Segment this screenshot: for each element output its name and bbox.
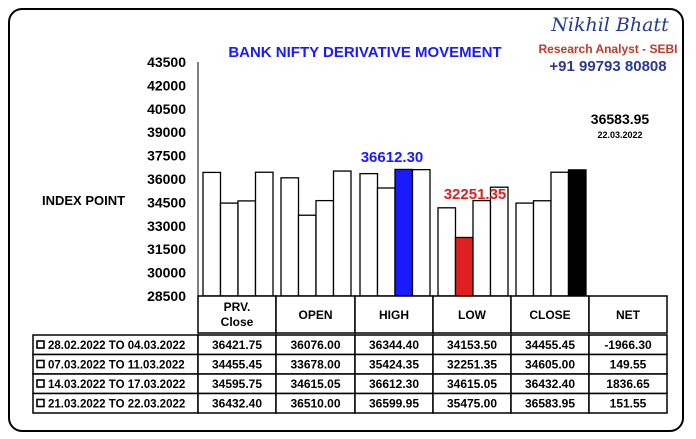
- bar-low-3: [491, 187, 509, 296]
- highlight-value-close: 36583.95: [590, 111, 650, 127]
- table-value: 36583.95: [524, 396, 576, 411]
- table-value: 36510.00: [290, 396, 341, 411]
- bar-close-3: [569, 170, 587, 296]
- bar-low-1: [456, 237, 474, 296]
- bar-close-1: [534, 201, 552, 296]
- header-label: Close: [220, 315, 254, 329]
- table-value: 34455.45: [524, 338, 576, 352]
- bar-high-3: [413, 170, 431, 296]
- y-tick-label: 34500: [147, 194, 186, 211]
- bars: [203, 169, 586, 296]
- table-value: 35475.00: [446, 396, 498, 411]
- highlight-date: 22.03.2022: [597, 130, 643, 140]
- header-label: OPEN: [298, 308, 333, 322]
- brand-name: Nikhil Bhatt: [551, 14, 669, 36]
- table-value: -1966.30: [604, 338, 652, 352]
- table-value: 34615.05: [290, 377, 341, 391]
- table-value: 33678.00: [290, 357, 341, 372]
- row-label: 07.03.2022 TO 11.03.2022: [48, 359, 185, 372]
- bar-prv-close-0: [203, 172, 221, 296]
- table-value: 32251.35: [446, 357, 498, 372]
- table-value: 34595.75: [211, 377, 263, 391]
- table-value: 1836.65: [606, 377, 650, 391]
- table-value: 36612.30: [368, 377, 420, 391]
- bar-prv-close-3: [256, 172, 274, 296]
- y-tick-label: 36000: [147, 171, 186, 187]
- bar-prv-close-2: [238, 201, 256, 296]
- highlight-value-high: 36612.30: [360, 149, 424, 166]
- header-label: NET: [616, 308, 640, 322]
- y-ticks: [147, 54, 198, 304]
- bar-open-2: [316, 201, 334, 296]
- table-value: 36421.75: [211, 338, 263, 352]
- brand-phone: +91 99793 80808: [549, 58, 667, 75]
- bar-open-3: [334, 171, 352, 296]
- bar-close-0: [516, 203, 534, 296]
- y-tick-label: 42000: [147, 77, 186, 94]
- table-value: 149.55: [609, 357, 647, 372]
- bar-high-1: [378, 188, 396, 296]
- bar-close-2: [551, 172, 569, 296]
- bar-high-2: [395, 169, 413, 296]
- bar-open-0: [281, 178, 299, 296]
- table-value: 34605.00: [524, 357, 576, 372]
- table-value: 36344.40: [368, 338, 420, 352]
- legend-swatch: [37, 361, 44, 368]
- header-label: LOW: [458, 308, 486, 322]
- table-value: 36432.40: [524, 377, 576, 391]
- row-label: 21.03.2022 TO 22.03.2022: [48, 398, 186, 411]
- y-axis-label: INDEX POINT: [42, 193, 126, 208]
- row-label: 14.03.2022 TO 17.03.2022: [48, 379, 186, 391]
- bar-low-2: [473, 201, 491, 296]
- y-tick-label: 30000: [147, 264, 186, 281]
- y-tick-label: 39000: [147, 124, 186, 141]
- table-value: 36432.40: [211, 396, 263, 411]
- table-value: 34615.05: [446, 377, 498, 391]
- chart-title: BANK NIFTY DERIVATIVE MOVEMENT: [228, 44, 502, 61]
- y-tick-label: 28500: [147, 288, 186, 304]
- row-label: 28.02.2022 TO 04.03.2022: [48, 340, 186, 352]
- y-tick-label: 33000: [147, 217, 186, 234]
- table-value: 34455.45: [211, 357, 263, 372]
- bar-low-0: [438, 208, 456, 296]
- brand-role: Research Analyst - SEBI: [538, 42, 678, 56]
- y-tick-label: 37500: [147, 147, 186, 164]
- legend-swatch: [37, 400, 44, 407]
- header-label: CLOSE: [529, 308, 571, 322]
- table-value: 151.55: [609, 396, 647, 411]
- header-label: PRV.: [223, 300, 251, 314]
- highlight-value-low: 32251.35: [443, 186, 507, 203]
- table-value: 34153.50: [446, 338, 498, 352]
- table-value: 35424.35: [368, 357, 420, 372]
- legend-swatch: [37, 341, 44, 348]
- header-label: HIGH: [379, 308, 409, 322]
- legend-swatch: [37, 380, 44, 387]
- bar-open-1: [299, 215, 317, 296]
- y-tick-label: 31500: [147, 241, 186, 258]
- table-value: 36599.95: [368, 396, 420, 411]
- bar-prv-close-1: [221, 203, 239, 296]
- y-tick-label: 40500: [147, 100, 186, 117]
- data-table: [33, 296, 667, 413]
- y-tick-label: 43500: [147, 54, 186, 70]
- bar-high-0: [360, 174, 378, 296]
- table-value: 36076.00: [290, 338, 341, 352]
